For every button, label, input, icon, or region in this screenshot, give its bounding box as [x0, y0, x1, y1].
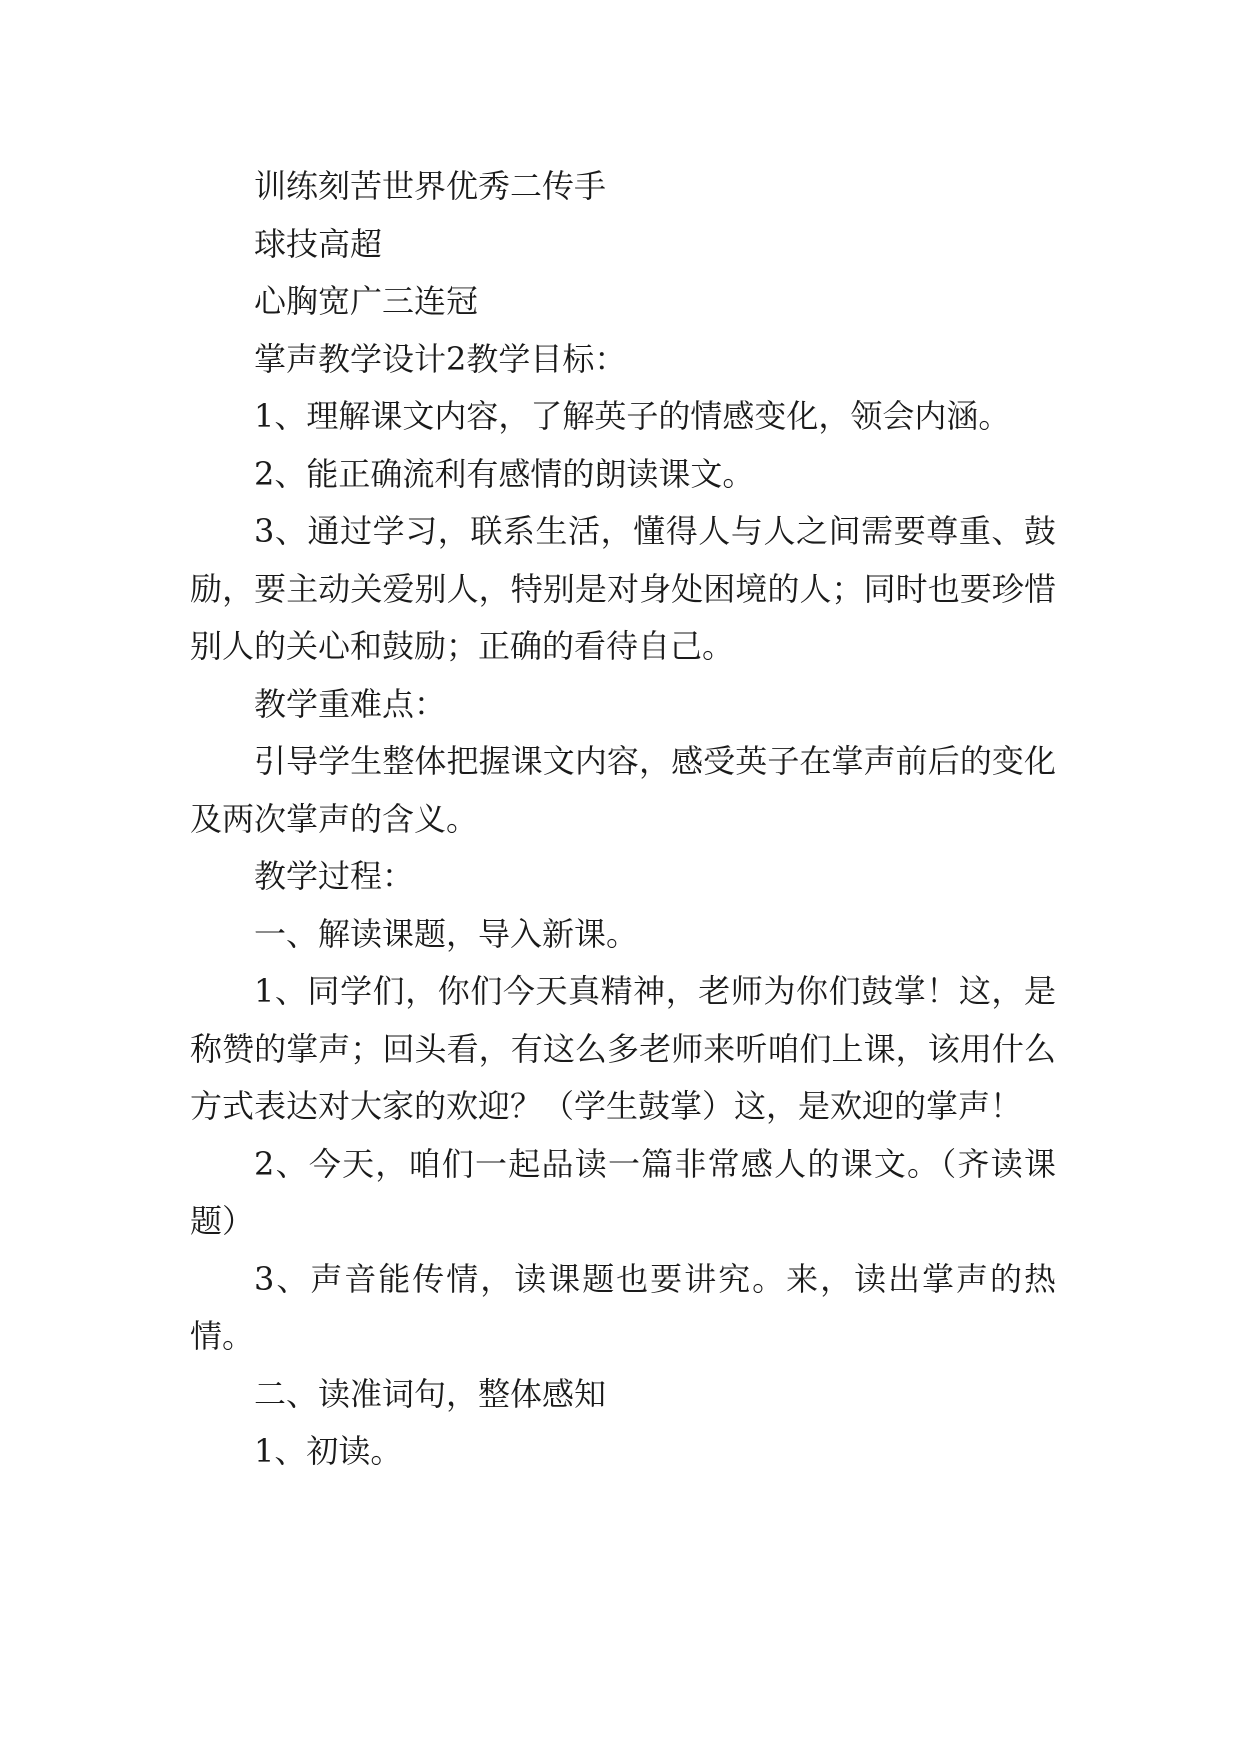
- paragraph: 教学重难点：: [254, 684, 447, 723]
- paragraph: 3、通过学习，联系生活，懂得人与人之间需要尊重、鼓励，要主动关爱别人，特别是对身处困境的人；同时也要珍惜别人的关心和鼓励；正确的看待自己。: [190, 512, 1056, 665]
- paragraph: 2、能正确流利有感情的朗读课文。: [254, 454, 755, 493]
- paragraph: 1、初读。: [254, 1432, 403, 1470]
- paragraph: 1、理解课文内容，了解英子的情感变化，领会内涵。: [254, 397, 1011, 435]
- paragraph: 2、今天，咱们一起品读一篇非常感人的课文。（齐读课题）: [190, 1144, 1056, 1240]
- paragraph: 训练刻苦世界优秀二传手: [254, 167, 607, 205]
- document-body: [190, 158, 1056, 1481]
- paragraph: 3、声音能传情，读课题也要讲究。来，读出掌声的热情。: [190, 1259, 1056, 1355]
- paragraph: 引导学生整体把握课文内容，感受英子在掌声前后的变化及两次掌声的含义。: [190, 742, 1056, 838]
- paragraph: 教学过程：: [254, 857, 415, 895]
- paragraph: 一、解读课题，导入新课。: [254, 914, 639, 953]
- paragraph: 掌声教学设计2教学目标：: [254, 339, 627, 378]
- paragraph: 心胸宽广三连冠: [254, 282, 479, 320]
- paragraph: 球技高超: [254, 224, 383, 263]
- paragraph: 二、读准词句，整体感知: [254, 1374, 607, 1413]
- paragraph: 1、同学们，你们今天真精神，老师为你们鼓掌！这，是称赞的掌声；回头看，有这么多老师来听咱们上课，该用什么方式表达对大家的欢迎？（学生鼓掌）这，是欢迎的掌声！: [190, 972, 1056, 1125]
